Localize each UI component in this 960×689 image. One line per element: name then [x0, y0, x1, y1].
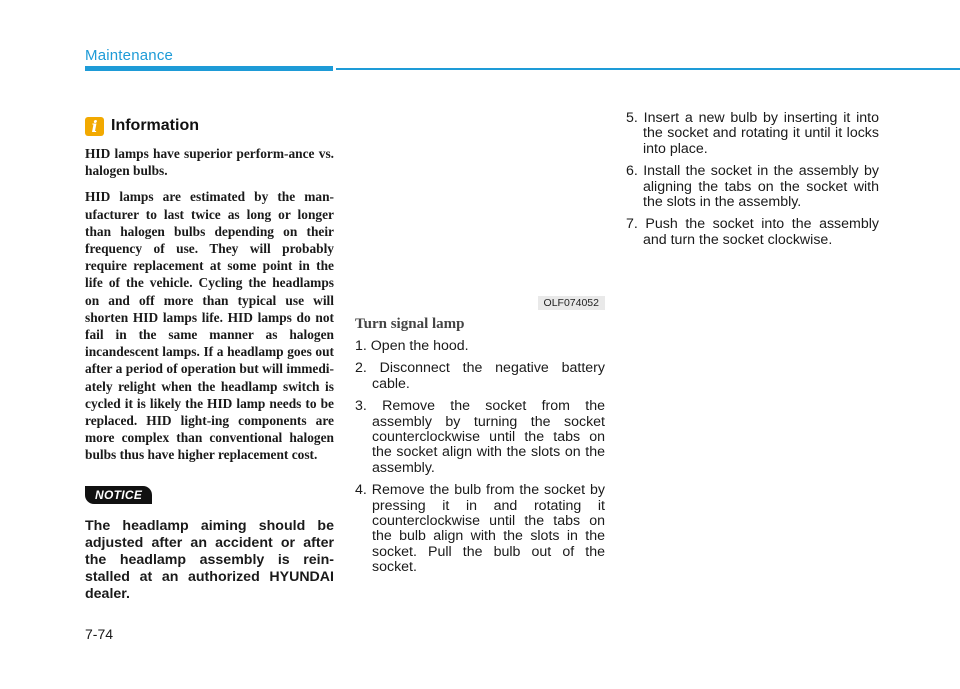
- step-item: 2. Disconnect the negative battery cable.: [355, 360, 605, 392]
- step-item: 6. Install the socket in the assembly by aligning the tabs on the socket with the slots in the assembly.: [626, 163, 879, 211]
- figure-code: OLF074052: [538, 296, 605, 310]
- middle-column: [355, 90, 605, 583]
- steps-list-continued: [626, 111, 879, 248]
- step-item: 1. Open the hood.: [355, 338, 469, 354]
- page-number: 7-74: [85, 626, 114, 642]
- notice-badge: NOTICE: [85, 486, 152, 504]
- info-icon: i: [85, 117, 104, 136]
- notice-text: The headlamp aiming should be adjusted after an accident or after the headlamp assembly is rein-stalled at an authorized HYUNDAI dealer.: [85, 517, 334, 603]
- header-rule-thin: [336, 68, 960, 70]
- turn-signal-heading: Turn signal lamp: [355, 316, 465, 332]
- step-item: 3. Remove the socket from the assembly by turning the socket counterclockwise until the tabs on the socket align with the slots on the assembly.: [355, 398, 605, 476]
- info-paragraph: HID lamps have superior perform-ance vs. halogen bulbs.: [85, 146, 334, 179]
- figure-area: [355, 90, 605, 312]
- right-column: [626, 111, 879, 255]
- information-header: [85, 116, 334, 136]
- left-column: [85, 116, 334, 604]
- step-item: 4. Remove the bulb from the socket by pressing it in and rotating it counterclockwise until the tabs on the bulb align with the slots in the socket. Pull the bulb out of the socket.: [355, 482, 605, 576]
- section-title: Maintenance: [85, 47, 174, 64]
- info-paragraph: HID lamps are estimated by the man-ufacturer to last twice as long or longer than halogen bulbs depending on their frequency of use. They will probably require replacement at some point in the life of the vehicle. Cycling the headlamps on and off more than typical use will shorten HID lamps life. HID lamps do not fail in the same manner as halogen incandescent lamps. If a headlamp goes out after a period of operation but will immedi-ately relight when the headlamp switch is cycled it is likely the HID lamp needs to be replaced. HID light-ing components are more complex than conventional halogen bulbs thus have higher replacement cost.: [85, 189, 334, 463]
- step-item: 7. Push the socket into the assembly and turn the socket clockwise.: [626, 216, 879, 248]
- step-item: 5. Insert a new bulb by inserting it into the socket and rotating it until it locks into place.: [626, 110, 879, 157]
- header-rule-thick: [85, 66, 333, 71]
- information-title: Information: [111, 117, 199, 134]
- steps-list: [355, 339, 605, 576]
